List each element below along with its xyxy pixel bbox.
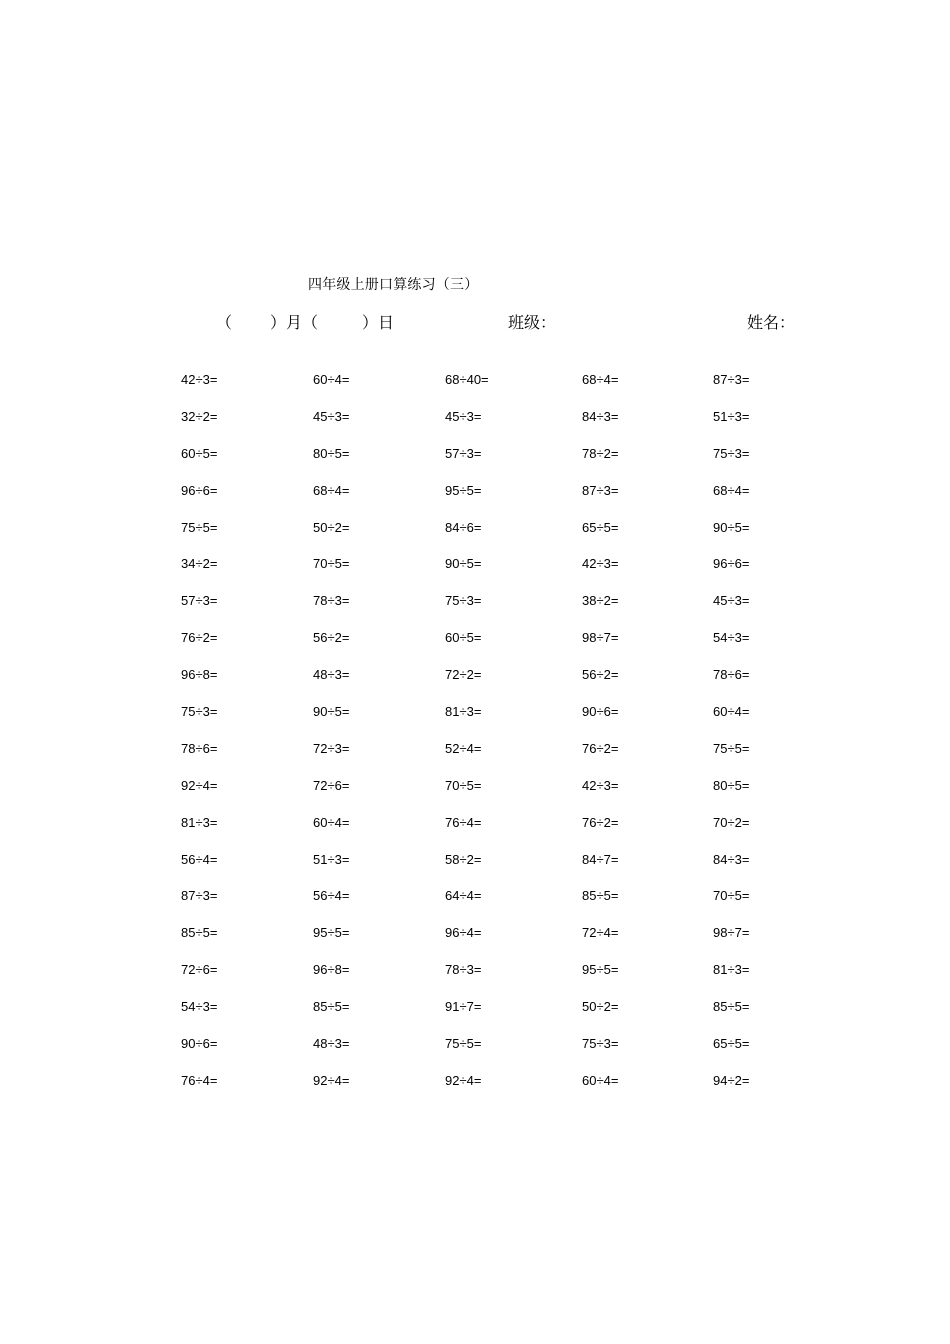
- division-problem: 32÷2=: [181, 408, 218, 424]
- division-problem: 84÷7=: [582, 851, 619, 867]
- division-problem: 76÷2=: [582, 814, 619, 830]
- division-problem: 90÷6=: [181, 1036, 218, 1052]
- division-problem: 98÷7=: [713, 925, 750, 941]
- division-problem: 90÷5=: [713, 519, 750, 535]
- division-problem: 56÷4=: [181, 851, 218, 867]
- division-problem: 80÷5=: [713, 777, 750, 793]
- division-problem: 87÷3=: [713, 372, 750, 387]
- division-problem: 52÷4=: [445, 740, 482, 756]
- division-problem: 54÷3=: [713, 630, 750, 646]
- division-problem: 94÷2=: [713, 1072, 750, 1088]
- division-problem: 78÷6=: [181, 740, 218, 756]
- division-problem: 72÷6=: [313, 777, 350, 793]
- division-problem: 75÷3=: [181, 704, 218, 720]
- division-problem: 72÷6=: [181, 962, 218, 978]
- division-problem: 56÷4=: [313, 888, 350, 904]
- division-problem: 87÷3=: [582, 482, 619, 498]
- problem-row: [0, 741, 950, 778]
- division-problem: 96÷6=: [713, 556, 750, 572]
- problem-row: [0, 409, 950, 446]
- division-problem: 34÷2=: [181, 556, 218, 572]
- division-problem: 60÷4=: [313, 372, 350, 387]
- division-problem: 85÷5=: [181, 925, 218, 941]
- problem-row: [0, 556, 950, 593]
- division-problem: 75÷3=: [445, 593, 482, 609]
- division-problem: 72÷4=: [582, 925, 619, 941]
- problem-row: [0, 667, 950, 704]
- problem-row: [0, 520, 950, 557]
- division-problem: 76÷2=: [582, 740, 619, 756]
- problem-row: [0, 999, 950, 1036]
- division-problem: 85÷5=: [713, 999, 750, 1015]
- division-problem: 96÷8=: [313, 962, 350, 978]
- header-info-row: [0, 310, 950, 334]
- division-problem: 95÷5=: [582, 962, 619, 978]
- division-problem: 70÷2=: [713, 814, 750, 830]
- division-problem: 65÷5=: [713, 1036, 750, 1052]
- division-problem: 70÷5=: [445, 777, 482, 793]
- name-label: 姓名：: [747, 313, 796, 332]
- division-problem: 92÷4=: [181, 777, 218, 793]
- division-problem: 60÷5=: [181, 445, 218, 461]
- division-problem: 48÷3=: [313, 1036, 350, 1052]
- division-problem: 70÷5=: [313, 556, 350, 572]
- division-problem: 38÷2=: [582, 593, 619, 609]
- division-problem: 45÷3=: [713, 593, 750, 609]
- worksheet-title: 四年级上册口算练习（三）: [308, 277, 479, 293]
- division-problem: 50÷2=: [582, 999, 619, 1015]
- division-problem: 81÷3=: [713, 962, 750, 978]
- division-problem: 80÷5=: [313, 445, 350, 461]
- division-problem: 68÷4=: [313, 482, 350, 498]
- month-open-paren: （: [216, 313, 233, 332]
- division-problem: 75÷3=: [582, 1036, 619, 1052]
- division-problem: 78÷2=: [582, 445, 619, 461]
- division-problem: 96÷6=: [181, 482, 218, 498]
- division-problem: 78÷3=: [445, 962, 482, 978]
- problem-row: [0, 704, 950, 741]
- division-problem: 51÷3=: [713, 408, 750, 424]
- division-problem: 81÷3=: [445, 704, 482, 720]
- division-problem: 85÷5=: [582, 888, 619, 904]
- division-problem: 81÷3=: [181, 814, 218, 830]
- date-field[interactable]: [216, 310, 394, 333]
- division-problem: 58÷2=: [445, 851, 482, 867]
- division-problem: 75÷5=: [445, 1036, 482, 1052]
- month-label: ）月（: [270, 313, 319, 332]
- division-problem: 95÷5=: [313, 925, 350, 941]
- problem-row: [0, 483, 950, 520]
- division-problem: 45÷3=: [445, 408, 482, 424]
- division-problem: 90÷5=: [313, 704, 350, 720]
- division-problem: 54÷3=: [181, 999, 218, 1015]
- problem-row: [0, 1073, 950, 1110]
- division-problem: 84÷3=: [713, 851, 750, 867]
- division-problem: 56÷2=: [313, 630, 350, 646]
- problem-row: [0, 925, 950, 962]
- division-problem: 60÷4=: [313, 814, 350, 830]
- division-problem: 42÷3=: [582, 777, 619, 793]
- division-problem: 96÷8=: [181, 667, 218, 683]
- problem-row: [0, 888, 950, 925]
- division-problem: 57÷3=: [181, 593, 218, 609]
- problem-row: [0, 372, 950, 409]
- problem-row: [0, 446, 950, 483]
- problem-row: [0, 852, 950, 889]
- division-problem: 45÷3=: [313, 408, 350, 424]
- division-problem: 60÷4=: [582, 1072, 619, 1088]
- division-problem: 60÷5=: [445, 630, 482, 646]
- division-problem: 95÷5=: [445, 482, 482, 498]
- division-problem: 87÷3=: [181, 888, 218, 904]
- division-problem: 75÷3=: [713, 445, 750, 461]
- division-problem: 76÷2=: [181, 630, 218, 646]
- problem-row: [0, 778, 950, 815]
- division-problem: 92÷4=: [445, 1072, 482, 1088]
- division-problem: 96÷4=: [445, 925, 482, 941]
- division-problem: 60÷4=: [713, 704, 750, 720]
- day-label: ）日: [362, 313, 395, 332]
- class-label: 班级：: [508, 313, 557, 332]
- division-problem: 90÷5=: [445, 556, 482, 572]
- division-problem: 85÷5=: [313, 999, 350, 1015]
- division-problem: 75÷5=: [713, 740, 750, 756]
- division-problem: 92÷4=: [313, 1072, 350, 1088]
- division-problem: 75÷5=: [181, 519, 218, 535]
- division-problem: 68÷4=: [582, 372, 619, 387]
- division-problem: 84÷3=: [582, 408, 619, 424]
- problem-row: [0, 815, 950, 852]
- problem-row: [0, 593, 950, 630]
- division-problem: 56÷2=: [582, 667, 619, 683]
- division-problem: 57÷3=: [445, 445, 482, 461]
- division-problem: 78÷3=: [313, 593, 350, 609]
- division-problem: 50÷2=: [313, 519, 350, 535]
- division-problem: 42÷3=: [582, 556, 619, 572]
- division-problem: 91÷7=: [445, 999, 482, 1015]
- division-problem: 48÷3=: [313, 667, 350, 683]
- division-problem: 51÷3=: [313, 851, 350, 867]
- problem-row: [0, 1036, 950, 1073]
- division-problem: 76÷4=: [181, 1072, 218, 1088]
- division-problem: 90÷6=: [582, 704, 619, 720]
- division-problem: 64÷4=: [445, 888, 482, 904]
- division-problem: 68÷4=: [713, 482, 750, 498]
- division-problem: 84÷6=: [445, 519, 482, 535]
- division-problem: 98÷7=: [582, 630, 619, 646]
- problem-grid: [0, 372, 950, 1110]
- division-problem: 76÷4=: [445, 814, 482, 830]
- problem-row: [0, 962, 950, 999]
- division-problem: 72÷3=: [313, 740, 350, 756]
- division-problem: 68÷40=: [445, 372, 489, 387]
- division-problem: 72÷2=: [445, 667, 482, 683]
- division-problem: 78÷6=: [713, 667, 750, 683]
- division-problem: 42÷3=: [181, 372, 218, 387]
- division-problem: 65÷5=: [582, 519, 619, 535]
- problem-row: [0, 630, 950, 667]
- division-problem: 70÷5=: [713, 888, 750, 904]
